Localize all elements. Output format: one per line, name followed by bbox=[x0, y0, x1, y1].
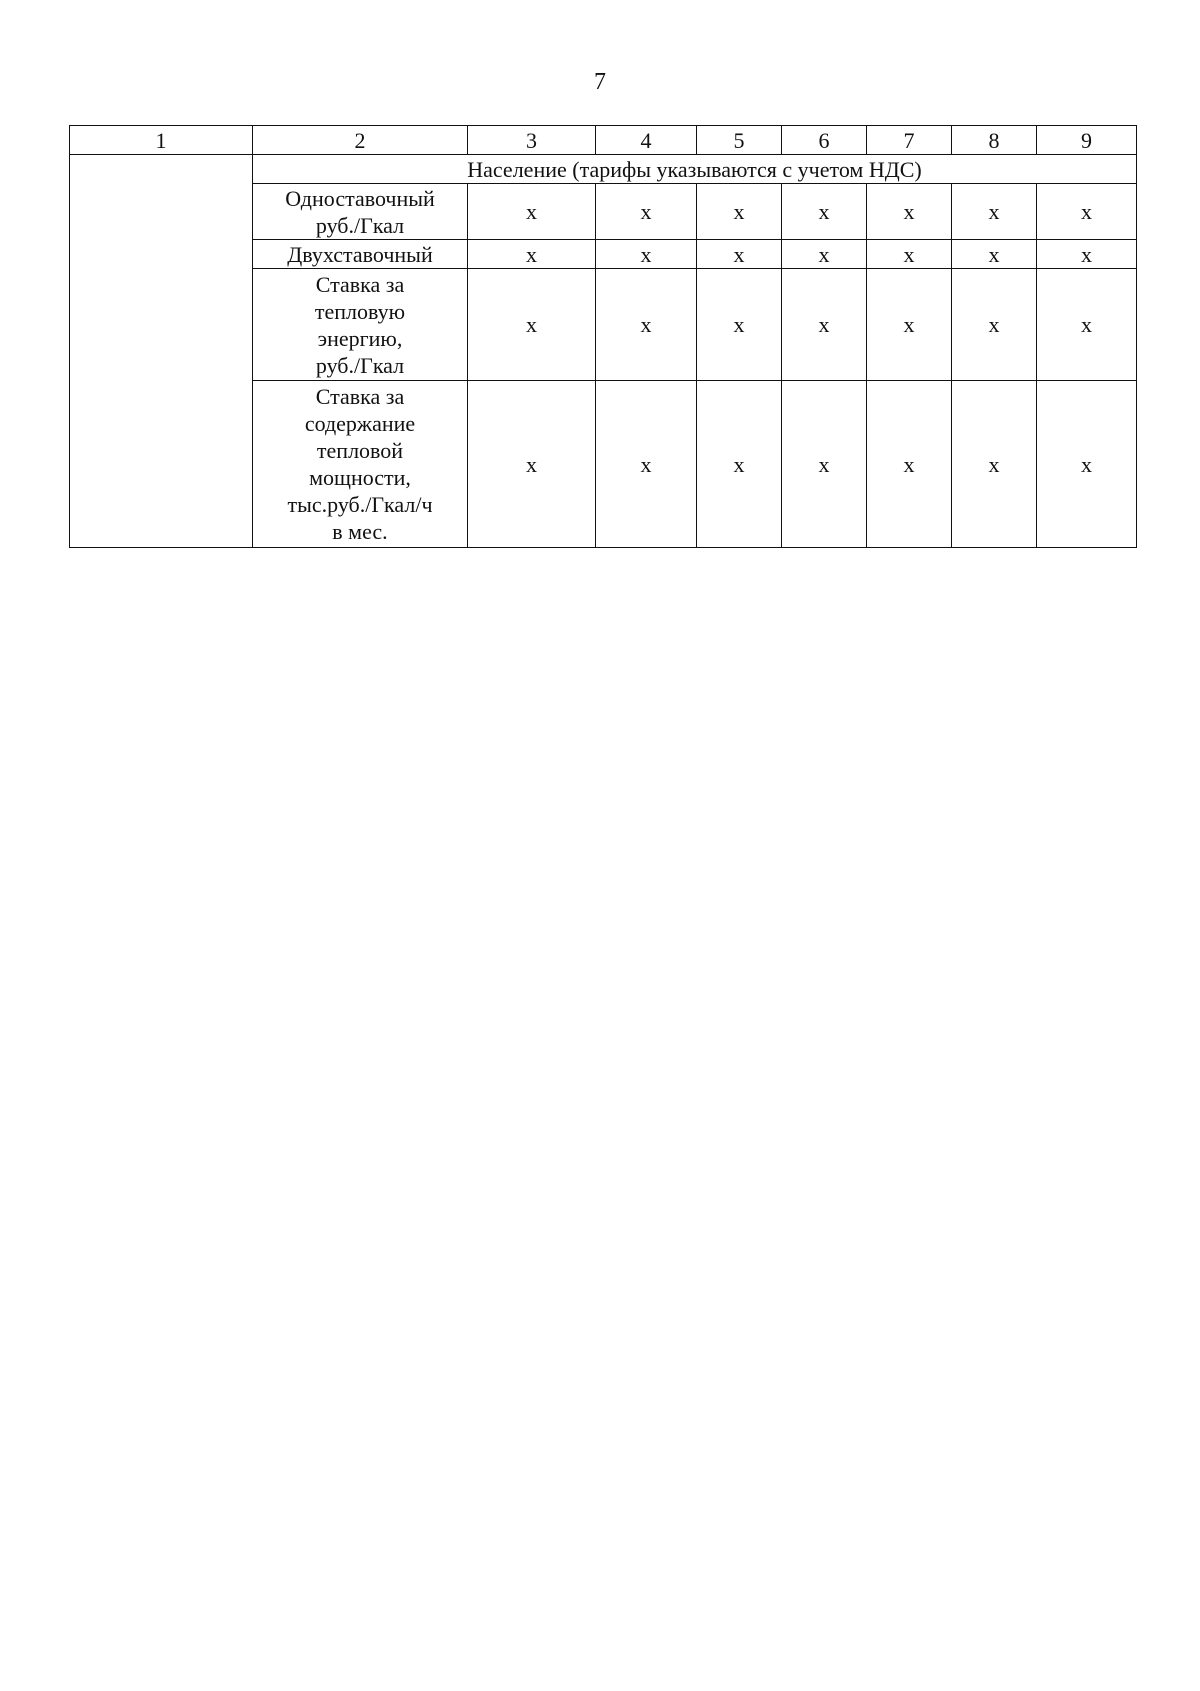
value-cell: х bbox=[697, 240, 782, 269]
column-number-row bbox=[70, 126, 1137, 155]
value-cell: х bbox=[1037, 269, 1137, 381]
value-cell: х bbox=[867, 381, 952, 548]
value-cell: х bbox=[782, 184, 867, 240]
value-cell: х bbox=[1037, 381, 1137, 548]
value-cell: х bbox=[468, 184, 596, 240]
row-label bbox=[253, 381, 468, 548]
value-cell: х bbox=[782, 381, 867, 548]
column-number-cell: 9 bbox=[1037, 126, 1137, 155]
value-cell: х bbox=[468, 381, 596, 548]
value-cell: х bbox=[468, 240, 596, 269]
row-label bbox=[253, 184, 468, 240]
value-cell: х bbox=[697, 381, 782, 548]
section-title: Население (тарифы указываются с учетом НДС) bbox=[253, 155, 1137, 184]
row-label-line: руб./Гкал bbox=[315, 352, 405, 378]
row-label-line: в мес. bbox=[332, 519, 388, 544]
row-label-line: мощности, bbox=[309, 465, 411, 490]
row-label-line: Ставка за bbox=[315, 384, 405, 409]
row-label-line: Одноставочный bbox=[285, 185, 435, 211]
page-number: 7 bbox=[594, 69, 606, 95]
column-number-cell: 2 bbox=[253, 126, 468, 155]
row-label-line: тыс.руб./Гкал/ч bbox=[287, 492, 433, 517]
value-cell: х bbox=[952, 269, 1037, 381]
row-label-line: тепловую bbox=[314, 298, 406, 324]
value-cell: х bbox=[596, 269, 697, 381]
column-number-cell: 1 bbox=[70, 126, 253, 155]
value-cell: х bbox=[867, 184, 952, 240]
section-row bbox=[70, 155, 1137, 184]
row-label bbox=[253, 240, 468, 269]
column-number-cell: 4 bbox=[596, 126, 697, 155]
value-cell: х bbox=[697, 184, 782, 240]
value-cell: х bbox=[697, 269, 782, 381]
column-number-cell: 8 bbox=[952, 126, 1037, 155]
row-label-line: энергию, bbox=[317, 325, 403, 351]
tariff-table bbox=[69, 125, 1137, 548]
column-number-cell: 3 bbox=[468, 126, 596, 155]
value-cell: х bbox=[596, 240, 697, 269]
value-cell: х bbox=[596, 381, 697, 548]
value-cell: х bbox=[867, 240, 952, 269]
row-label-line: руб./Гкал bbox=[315, 212, 405, 238]
first-column-cell bbox=[70, 155, 253, 548]
value-cell: х bbox=[1037, 240, 1137, 269]
row-label-line: тепловой bbox=[316, 438, 404, 463]
column-number-cell: 5 bbox=[697, 126, 782, 155]
value-cell: х bbox=[867, 269, 952, 381]
row-label-line: Двухставочный bbox=[287, 241, 433, 267]
row-label-line: содержание bbox=[304, 411, 416, 436]
value-cell: х bbox=[952, 240, 1037, 269]
row-label-line: Ставка за bbox=[315, 271, 405, 297]
column-number-cell: 6 bbox=[782, 126, 867, 155]
value-cell: х bbox=[952, 381, 1037, 548]
value-cell: х bbox=[952, 184, 1037, 240]
value-cell: х bbox=[782, 240, 867, 269]
row-label bbox=[253, 269, 468, 381]
value-cell: х bbox=[596, 184, 697, 240]
value-cell: х bbox=[468, 269, 596, 381]
value-cell: х bbox=[1037, 184, 1137, 240]
value-cell: х bbox=[782, 269, 867, 381]
column-number-cell: 7 bbox=[867, 126, 952, 155]
